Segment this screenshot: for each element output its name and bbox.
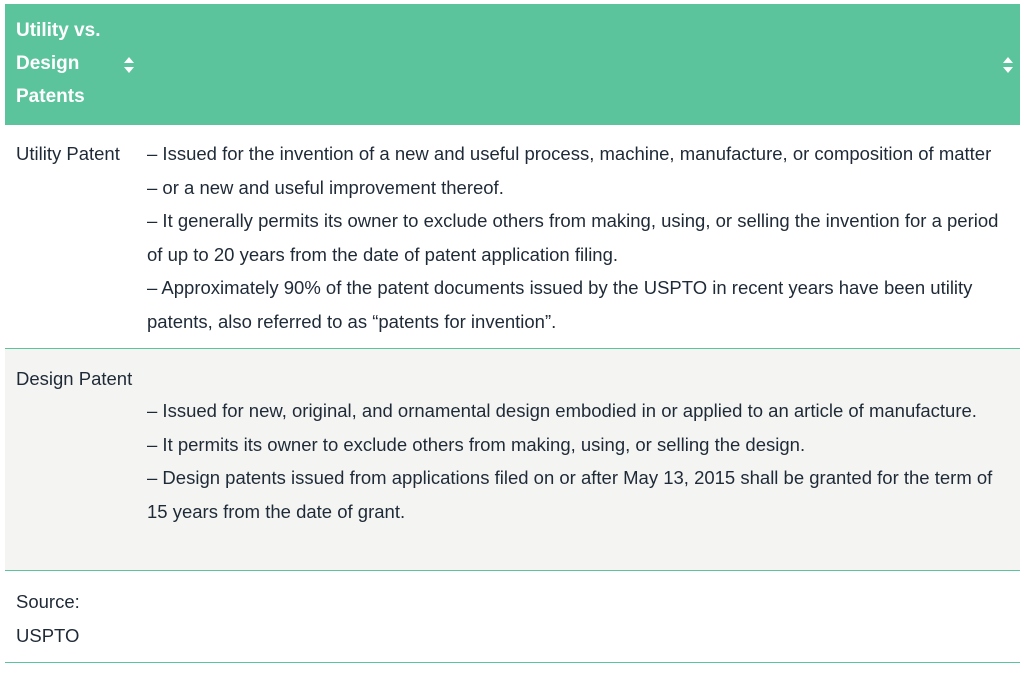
table-header xyxy=(5,4,1020,125)
description-line: – Issued for the invention of a new and useful process, machine, manufacture, or composition of matter – or a new and useful improvement thereof. xyxy=(147,143,992,198)
row-name: Source: USPTO xyxy=(16,591,80,646)
row-name-cell xyxy=(5,349,145,571)
description-line: – It generally permits its owner to exclude others from making, using, or selling the invention for a period of up to 20 years from the date of patent application filing. xyxy=(147,210,999,265)
table-row xyxy=(5,349,1020,571)
column-header-description[interactable] xyxy=(145,4,1020,125)
row-name: Utility Patent xyxy=(16,143,120,164)
description-line: – Issued for new, original, and ornamental design embodied in or applied to an article of manufacture. xyxy=(147,400,977,421)
sort-arrows-icon[interactable] xyxy=(1003,57,1013,73)
column-header-label: Utility vs. Design Patents xyxy=(16,20,101,107)
patent-comparison-table xyxy=(5,4,1020,663)
row-name-cell xyxy=(5,571,145,663)
header-row xyxy=(5,4,1020,125)
table-body xyxy=(5,125,1020,663)
description-line: – Approximately 90% of the patent documents issued by the USPTO in recent years have been utility patents, also referred to as “patents for invention”. xyxy=(147,277,973,332)
row-name: Design Patent xyxy=(16,368,133,389)
row-name-cell xyxy=(5,125,145,349)
column-header-type[interactable] xyxy=(5,4,145,125)
sort-arrows-icon[interactable] xyxy=(124,57,134,73)
description-line: – Design patents issued from applications filed on or after May 13, 2015 shall be granted for the term of 15 years from the date of grant. xyxy=(147,467,993,522)
data-table xyxy=(5,4,1020,663)
row-description-cell xyxy=(145,125,1020,349)
table-row xyxy=(5,571,1020,663)
table-row xyxy=(5,125,1020,349)
row-description-cell xyxy=(145,349,1020,571)
row-description-cell xyxy=(145,571,1020,663)
description-line: – It permits its owner to exclude others from making, using, or selling the design. xyxy=(147,433,806,455)
